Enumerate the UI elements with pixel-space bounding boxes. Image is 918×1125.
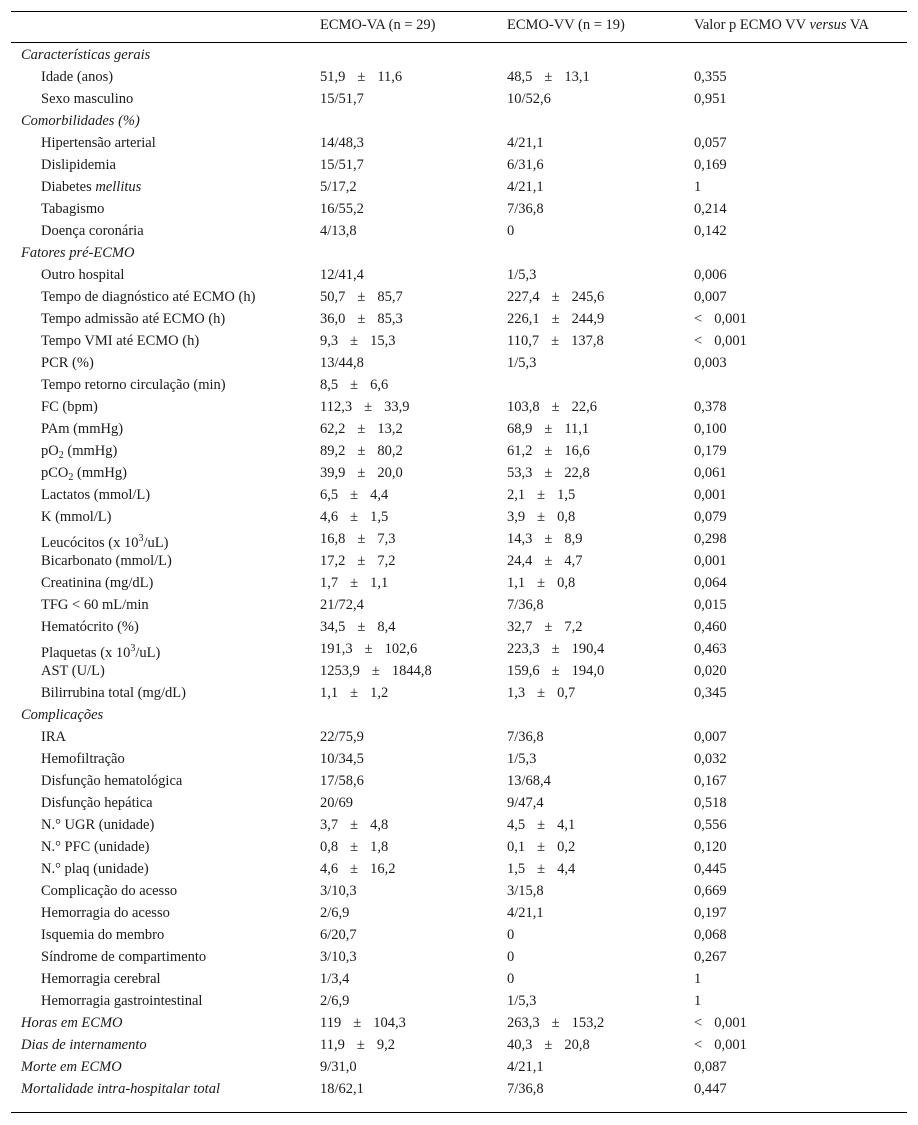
ecmo-vv-value: 3,9 ± 0,8 xyxy=(507,509,576,525)
table-row xyxy=(11,352,907,374)
ecmo-va-value: 9/31,0 xyxy=(320,1059,357,1075)
table-row xyxy=(11,154,907,176)
table-row xyxy=(11,594,907,616)
table-row xyxy=(11,638,907,660)
ecmo-va-value: 6,5 ± 4,4 xyxy=(320,487,389,503)
row-label: Hemorragia cerebral xyxy=(41,971,161,987)
p-value: 1 xyxy=(694,993,702,1009)
table-row xyxy=(11,836,907,858)
p-value: 0,087 xyxy=(694,1059,727,1075)
table-row xyxy=(11,132,907,154)
p-value: 1 xyxy=(694,971,702,987)
ecmo-vv-value: 10/52,6 xyxy=(507,91,551,107)
ecmo-va-value: 6/20,7 xyxy=(320,927,357,943)
ecmo-vv-value: 223,3 ± 190,4 xyxy=(507,641,605,657)
ecmo-vv-value: 0 xyxy=(507,971,515,987)
table-row xyxy=(11,418,907,440)
section-heading: Fatores pré-ECMO xyxy=(21,245,135,261)
section-heading-row xyxy=(11,704,907,726)
ecmo-vv-value: 0 xyxy=(507,927,515,943)
row-label: Hemofiltração xyxy=(41,751,125,767)
table-row xyxy=(11,968,907,990)
row-label: PCR (%) xyxy=(41,355,94,371)
row-label: Horas em ECMO xyxy=(21,1015,123,1031)
table-row xyxy=(11,682,907,704)
ecmo-va-value: 11,9 ± 9,2 xyxy=(320,1037,395,1053)
p-value: 0,445 xyxy=(694,861,727,877)
table-row xyxy=(11,880,907,902)
p-value: 0,120 xyxy=(694,839,727,855)
row-label: Tempo admissão até ECMO (h) xyxy=(41,311,226,327)
ecmo-va-value: 12/41,4 xyxy=(320,267,364,283)
table-row xyxy=(11,1056,907,1078)
ecmo-va-value: 50,7 ± 85,7 xyxy=(320,289,403,305)
row-label: Plaquetas (x $10^3/uL$) xyxy=(41,643,161,661)
ecmo-va-value: 14/48,3 xyxy=(320,135,364,151)
ecmo-vv-value: 4/21,1 xyxy=(507,179,544,195)
row-label: Dislipidemia xyxy=(41,157,116,173)
row-label: Bicarbonato (mmol/L) xyxy=(41,553,172,569)
ecmo-va-value: 3/10,3 xyxy=(320,949,357,965)
row-label: IRA xyxy=(41,729,66,745)
row-label: Leucócitos (x $10^3/uL$) xyxy=(41,533,169,551)
p-value: 0,003 xyxy=(694,355,727,371)
ecmo-va-value: 112,3 ± 33,9 xyxy=(320,399,410,415)
ecmo-vv-value: 4,5 ± 4,1 xyxy=(507,817,576,833)
row-label: $pO_2$ (mmHg) xyxy=(41,443,118,461)
section-heading: Características gerais xyxy=(21,47,151,63)
ecmo-va-value: 0,8 ± 1,8 xyxy=(320,839,389,855)
ecmo-vv-value: 40,3 ± 20,8 xyxy=(507,1037,590,1053)
table-bottom-rule xyxy=(11,1112,907,1113)
row-label: Hemorragia do acesso xyxy=(41,905,170,921)
ecmo-va-value: 4,6 ± 16,2 xyxy=(320,861,396,877)
ecmo-vv-value: 0,1 ± 0,2 xyxy=(507,839,576,855)
row-label: Lactatos (mmol/L) xyxy=(41,487,151,503)
p-value: 0,355 xyxy=(694,69,727,85)
ecmo-vv-value: 1,3 ± 0,7 xyxy=(507,685,576,701)
table-row xyxy=(11,660,907,682)
ecmo-va-value: 2/6,9 xyxy=(320,993,350,1009)
p-value: < 0,001 xyxy=(694,1015,747,1031)
table-header xyxy=(11,17,907,39)
ecmo-vv-value: 1/5,3 xyxy=(507,993,537,1009)
table-row xyxy=(11,220,907,242)
table-row xyxy=(11,858,907,880)
ecmo-va-value: 4,6 ± 1,5 xyxy=(320,509,389,525)
table-row xyxy=(11,66,907,88)
ecmo-vv-value: 1/5,3 xyxy=(507,355,537,371)
row-label: N.° PFC (unidade) xyxy=(41,839,150,855)
ecmo-va-value: 13/44,8 xyxy=(320,355,364,371)
ecmo-vv-value: 110,7 ± 137,8 xyxy=(507,333,604,349)
ecmo-vv-value: 7/36,8 xyxy=(507,597,544,613)
table-row xyxy=(11,528,907,550)
ecmo-va-value: 39,9 ± 20,0 xyxy=(320,465,403,481)
ecmo-vv-value: 159,6 ± 194,0 xyxy=(507,663,605,679)
p-value: 0,345 xyxy=(694,685,727,701)
row-label: Bilirrubina total (mg/dL) xyxy=(41,685,186,701)
ecmo-va-value: 21/72,4 xyxy=(320,597,364,613)
row-label: TFG < 60 mL/min xyxy=(41,597,149,613)
table-row xyxy=(11,176,907,198)
row-label: Diabetes mellitus xyxy=(41,179,142,195)
p-value: 0,951 xyxy=(694,91,727,107)
table-row xyxy=(11,1034,907,1056)
ecmo-va-value: 9,3 ± 15,3 xyxy=(320,333,396,349)
header-rule xyxy=(11,42,907,43)
table-row xyxy=(11,198,907,220)
ecmo-va-value: 4/13,8 xyxy=(320,223,357,239)
table-row xyxy=(11,748,907,770)
ecmo-va-value: 3,7 ± 4,8 xyxy=(320,817,389,833)
ecmo-vv-value: 226,1 ± 244,9 xyxy=(507,311,605,327)
ecmo-va-value: 1,7 ± 1,1 xyxy=(320,575,389,591)
table-row xyxy=(11,396,907,418)
ecmo-va-value: 18/62,1 xyxy=(320,1081,364,1097)
section-heading-row xyxy=(11,110,907,132)
ecmo-va-value: 22/75,9 xyxy=(320,729,364,745)
ecmo-vv-value: 9/47,4 xyxy=(507,795,544,811)
ecmo-va-value: 17/58,6 xyxy=(320,773,364,789)
table-row xyxy=(11,792,907,814)
ecmo-vv-value: 1,1 ± 0,8 xyxy=(507,575,576,591)
p-value: 0,057 xyxy=(694,135,727,151)
header-ecmo-va: ECMO-VA (n = 29) xyxy=(320,17,436,33)
row-label: PAm (mmHg) xyxy=(41,421,124,437)
ecmo-va-value: 62,2 ± 13,2 xyxy=(320,421,403,437)
p-value: 0,298 xyxy=(694,531,727,547)
p-value: 0,006 xyxy=(694,267,727,283)
p-value: < 0,001 xyxy=(694,311,747,327)
ecmo-va-value: 15/51,7 xyxy=(320,91,364,107)
table-row xyxy=(11,1012,907,1034)
p-value: 0,169 xyxy=(694,157,727,173)
table-row xyxy=(11,616,907,638)
section-heading: Complicações xyxy=(21,707,104,723)
row-label: Hemorragia gastrointestinal xyxy=(41,993,203,1009)
row-label: Hematócrito (%) xyxy=(41,619,139,635)
table-row xyxy=(11,484,907,506)
ecmo-vv-value: 103,8 ± 22,6 xyxy=(507,399,597,415)
ecmo-vv-value: 3/15,8 xyxy=(507,883,544,899)
row-label: N.° plaq (unidade) xyxy=(41,861,149,877)
ecmo-va-value: 5/17,2 xyxy=(320,179,357,195)
header-p-value: Valor p ECMO VV versus VA xyxy=(694,17,869,33)
ecmo-vv-value: 7/36,8 xyxy=(507,729,544,745)
p-value: 0,378 xyxy=(694,399,727,415)
p-value: 0,518 xyxy=(694,795,727,811)
p-value: 0,020 xyxy=(694,663,727,679)
ecmo-vv-value: 6/31,6 xyxy=(507,157,544,173)
p-value: 0,032 xyxy=(694,751,727,767)
section-heading: Comorbilidades (%) xyxy=(21,113,140,129)
p-value: 0,007 xyxy=(694,289,727,305)
p-value: 0,142 xyxy=(694,223,727,239)
p-value: 0,447 xyxy=(694,1081,727,1097)
p-value: < 0,001 xyxy=(694,1037,747,1053)
header-ecmo-vv: ECMO-VV (n = 19) xyxy=(507,17,625,33)
p-value: 1 xyxy=(694,179,702,195)
table-row xyxy=(11,770,907,792)
p-value: 0,061 xyxy=(694,465,727,481)
ecmo-va-value: 8,5 ± 6,6 xyxy=(320,377,389,393)
table-row xyxy=(11,374,907,396)
table-row xyxy=(11,814,907,836)
p-value: 0,197 xyxy=(694,905,727,921)
ecmo-va-value: 119 ± 104,3 xyxy=(320,1015,406,1031)
p-value: 0,001 xyxy=(694,553,727,569)
ecmo-va-value: 34,5 ± 8,4 xyxy=(320,619,396,635)
p-value: 0,463 xyxy=(694,641,727,657)
row-label: Sexo masculino xyxy=(41,91,134,107)
p-value: 0,001 xyxy=(694,487,727,503)
row-label: Tempo de diagnóstico até ECMO (h) xyxy=(41,289,256,305)
table-row xyxy=(11,286,907,308)
table-row xyxy=(11,550,907,572)
row-label: Síndrome de compartimento xyxy=(41,949,207,965)
table-row xyxy=(11,440,907,462)
table-row xyxy=(11,308,907,330)
row-label: Disfunção hematológica xyxy=(41,773,183,789)
p-value: 0,167 xyxy=(694,773,727,789)
p-value: 0,214 xyxy=(694,201,727,217)
row-label: K (mmol/L) xyxy=(41,509,112,525)
table-row xyxy=(11,264,907,286)
ecmo-vv-value: 14,3 ± 8,9 xyxy=(507,531,583,547)
ecmo-va-value: 1253,9 ± 1844,8 xyxy=(320,663,432,679)
row-label: Disfunção hepática xyxy=(41,795,153,811)
p-value: 0,460 xyxy=(694,619,727,635)
ecmo-va-value: 51,9 ± 11,6 xyxy=(320,69,403,85)
table-row xyxy=(11,506,907,528)
table-row xyxy=(11,330,907,352)
row-label: Idade (anos) xyxy=(41,69,114,85)
ecmo-vv-value: 4/21,1 xyxy=(507,1059,544,1075)
p-value: 0,068 xyxy=(694,927,727,943)
p-value: 0,079 xyxy=(694,509,727,525)
section-heading-row xyxy=(11,44,907,66)
ecmo-vv-value: 13/68,4 xyxy=(507,773,551,789)
p-value: 0,015 xyxy=(694,597,727,613)
table-row xyxy=(11,1078,907,1100)
row-label: FC (bpm) xyxy=(41,399,98,415)
row-label: AST (U/L) xyxy=(41,663,105,679)
ecmo-va-value: 1/3,4 xyxy=(320,971,350,987)
table-row xyxy=(11,88,907,110)
ecmo-vv-value: 2,1 ± 1,5 xyxy=(507,487,576,503)
ecmo-va-value: 1,1 ± 1,2 xyxy=(320,685,389,701)
table-row xyxy=(11,462,907,484)
ecmo-vv-value: 1,5 ± 4,4 xyxy=(507,861,576,877)
ecmo-vv-value: 1/5,3 xyxy=(507,751,537,767)
row-label: Tempo retorno circulação (min) xyxy=(41,377,226,393)
table-row xyxy=(11,902,907,924)
row-label: Dias de internamento xyxy=(21,1037,147,1053)
ecmo-vv-value: 4/21,1 xyxy=(507,905,544,921)
ecmo-vv-value: 0 xyxy=(507,223,515,239)
p-value: 0,100 xyxy=(694,421,727,437)
ecmo-va-value: 16/55,2 xyxy=(320,201,364,217)
p-value: 0,007 xyxy=(694,729,727,745)
row-label: Morte em ECMO xyxy=(21,1059,122,1075)
ecmo-va-value: 2/6,9 xyxy=(320,905,350,921)
row-label: Hipertensão arterial xyxy=(41,135,156,151)
row-label: Tempo VMI até ECMO (h) xyxy=(41,333,200,349)
ecmo-vv-value: 227,4 ± 245,6 xyxy=(507,289,605,305)
ecmo-vv-value: 68,9 ± 11,1 xyxy=(507,421,590,437)
ecmo-vv-value: 1/5,3 xyxy=(507,267,537,283)
p-value: 0,064 xyxy=(694,575,727,591)
p-value: 0,556 xyxy=(694,817,727,833)
p-value: 0,267 xyxy=(694,949,727,965)
ecmo-va-value: 191,3 ± 102,6 xyxy=(320,641,418,657)
row-label: Mortalidade intra-hospitalar total xyxy=(21,1081,220,1097)
ecmo-vv-value: 7/36,8 xyxy=(507,1081,544,1097)
section-heading-row xyxy=(11,242,907,264)
table-top-rule xyxy=(11,11,907,12)
ecmo-va-value: 89,2 ± 80,2 xyxy=(320,443,403,459)
ecmo-vv-value: 61,2 ± 16,6 xyxy=(507,443,590,459)
row-label: Tabagismo xyxy=(41,201,105,217)
ecmo-vv-value: 48,5 ± 13,1 xyxy=(507,69,590,85)
ecmo-va-value: 36,0 ± 85,3 xyxy=(320,311,403,327)
ecmo-va-value: 16,8 ± 7,3 xyxy=(320,531,396,547)
ecmo-vv-value: 4/21,1 xyxy=(507,135,544,151)
ecmo-va-value: 20/69 xyxy=(320,795,354,811)
p-value: < 0,001 xyxy=(694,333,747,349)
table-row xyxy=(11,946,907,968)
row-label: Complicação do acesso xyxy=(41,883,178,899)
ecmo-vv-value: 32,7 ± 7,2 xyxy=(507,619,583,635)
ecmo-va-value: 3/10,3 xyxy=(320,883,357,899)
ecmo-vv-value: 263,3 ± 153,2 xyxy=(507,1015,605,1031)
table-row xyxy=(11,572,907,594)
ecmo-va-value: 10/34,5 xyxy=(320,751,364,767)
table-row xyxy=(11,726,907,748)
p-value: 0,179 xyxy=(694,443,727,459)
ecmo-vv-value: 24,4 ± 4,7 xyxy=(507,553,583,569)
ecmo-vv-value: 7/36,8 xyxy=(507,201,544,217)
row-label: pCO$_2$ (mmHg) xyxy=(41,465,127,483)
ecmo-va-value: 17,2 ± 7,2 xyxy=(320,553,396,569)
ecmo-va-value: 15/51,7 xyxy=(320,157,364,173)
row-label: Isquemia do membro xyxy=(41,927,165,943)
table-row xyxy=(11,990,907,1012)
row-label: Doença coronária xyxy=(41,223,144,239)
row-label: N.° UGR (unidade) xyxy=(41,817,155,833)
ecmo-vv-value: 0 xyxy=(507,949,515,965)
row-label: Outro hospital xyxy=(41,267,125,283)
table-row xyxy=(11,924,907,946)
ecmo-vv-value: 53,3 ± 22,8 xyxy=(507,465,590,481)
row-label: Creatinina (mg/dL) xyxy=(41,575,154,591)
p-value: 0,669 xyxy=(694,883,727,899)
